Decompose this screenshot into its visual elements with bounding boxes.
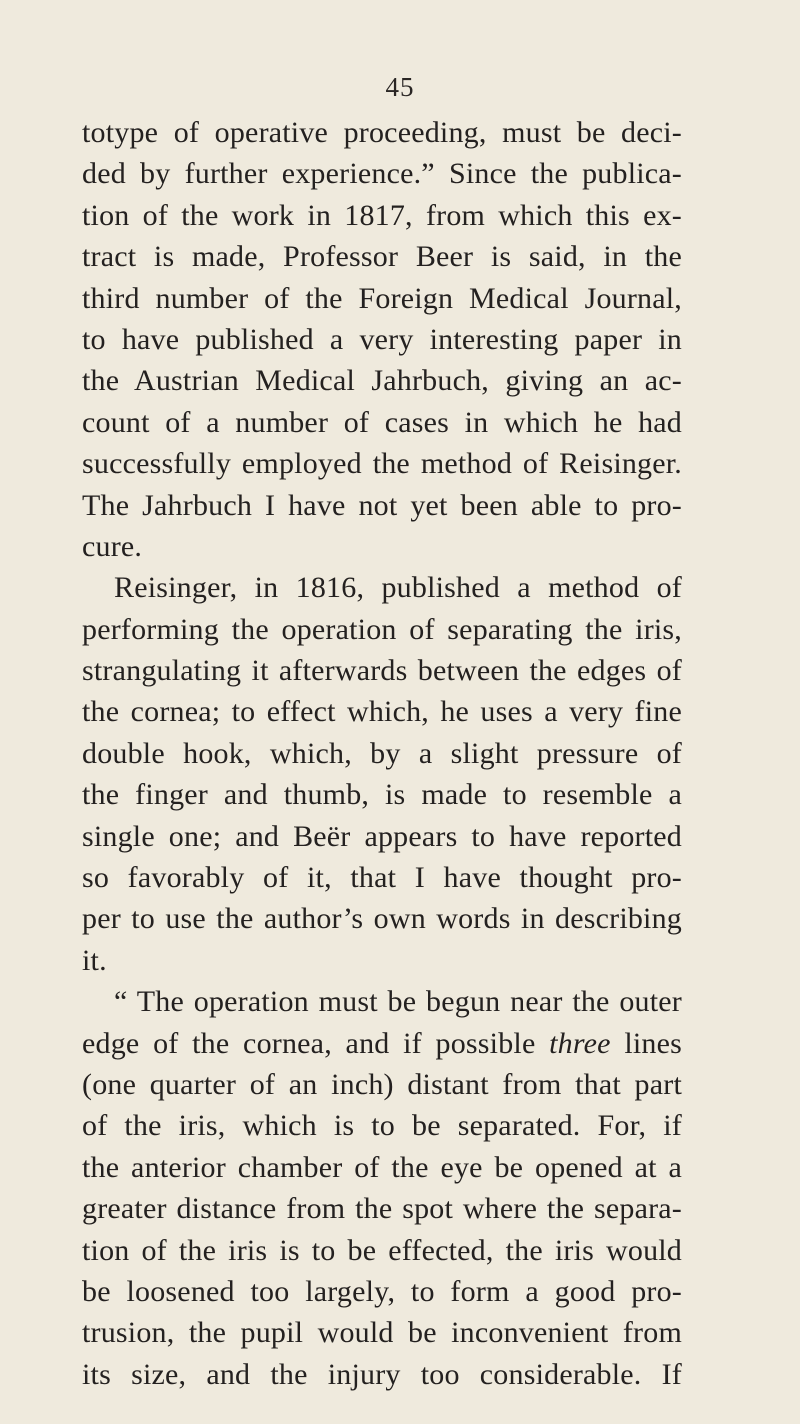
text-line: Reisinger, in 1816, published a method of [114,571,682,605]
text-fragment: lines [610,1026,682,1060]
italic-word: three [549,1026,611,1060]
text-line: single one; and Beër appears to have reported [82,819,682,853]
text-line: strangulating it afterwards between the edges of [82,654,682,688]
text-line: performing the operation of separating the iris, [82,612,682,646]
text-line: the finger and thumb, is made to resemble a [82,778,682,812]
text-line: tion of the work in 1817, from which this ex- [82,198,682,232]
text-line: be loosened too largely, to form a good pro- [82,1274,682,1308]
text-line: the cornea; to effect which, he uses a very fine [82,695,682,729]
text-line: double hook, which, by a slight pressure of [82,736,682,770]
text-line: successfully employed the method of Reisinger. [82,447,682,481]
page-number: 45 [385,72,415,102]
paragraph-1 [82,112,682,567]
paragraph-3 [82,981,682,1395]
text-line: it. [82,943,107,977]
text-line: its size, and the injury too considerable. If [82,1357,682,1391]
text-line: per to use the author’s own words in describing [82,902,682,936]
paragraph-2 [82,567,682,981]
text-line: cure. [82,529,143,563]
text-line: tion of the iris is to be effected, the iris would [82,1233,682,1267]
text-line: third number of the Foreign Medical Journal, [82,281,682,315]
body-text [82,112,682,1395]
text-line: the anterior chamber of the eye be opened at a [82,1150,682,1184]
text-line: so favorably of it, that I have thought pro- [82,861,682,895]
text-line: of the iris, which is to be separated. For, if [82,1109,682,1143]
text-fragment: edge of the cornea, and if possible [82,1026,536,1060]
text-line-with-italic [82,1023,682,1064]
text-line: totype of operative proceeding, must be deci- [82,116,682,149]
text-line: to have published a very interesting paper in [82,322,682,356]
text-line: the Austrian Medical Jahrbuch, giving an ac- [82,364,682,398]
text-line: “ The operation must be begun near the outer [114,985,682,1019]
text-line: trusion, the pupil would be inconvenient from [82,1316,682,1350]
text-line: ded by further experience.” Since the publica- [82,157,682,191]
text-line: tract is made, Professor Beer is said, in the [82,240,682,274]
text-line: greater distance from the spot where the separa- [82,1192,682,1226]
text-line: The Jahrbuch I have not yet been able to pro- [82,488,682,522]
text-line: (one quarter of an inch) distant from that part [82,1067,682,1101]
text-line: count of a number of cases in which he had [82,405,682,439]
